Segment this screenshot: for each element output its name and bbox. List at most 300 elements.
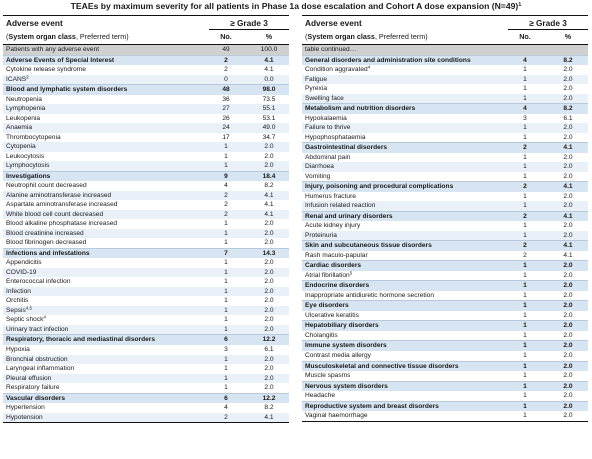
row-label [305, 231, 337, 241]
row-label [6, 277, 71, 287]
table-row [3, 413, 289, 423]
row-percent: 2.0 [563, 271, 573, 279]
table-row [3, 374, 289, 384]
header-organ-open: ( [305, 32, 308, 41]
row-percent: 2.0 [264, 259, 274, 267]
row-percent: 2.0 [264, 239, 274, 247]
row-count: 2 [224, 210, 228, 218]
row-percent: 2.0 [563, 402, 573, 410]
row-percent: 2.0 [563, 322, 573, 330]
row-label [6, 335, 155, 345]
table-row [3, 123, 289, 133]
row-label [305, 56, 471, 66]
row-label-text: ICANS [6, 75, 27, 83]
row-label [305, 94, 344, 104]
row-count: 1 [523, 291, 527, 299]
row-count: 1 [224, 259, 228, 267]
row-label [6, 85, 127, 95]
row-count: 4 [224, 404, 228, 412]
row-label [6, 287, 31, 297]
row-percent: 4.1 [264, 66, 274, 74]
summary-row [3, 45, 289, 55]
table-row [3, 364, 289, 374]
row-percent: 2.0 [563, 94, 573, 102]
table-row [3, 181, 289, 191]
row-label [305, 281, 369, 291]
row-label-text: White blood cell count decreased [6, 210, 104, 218]
row-label-text: Ulcerative keratitis [305, 311, 359, 319]
row-label [6, 114, 40, 124]
title-footnote: 1 [518, 2, 522, 8]
row-label-text: Endocrine disorders [305, 282, 370, 290]
row-label-text: Injury, poisoning and procedural complications [305, 183, 454, 191]
row-label-text: Blood fibrinogen decreased [6, 239, 87, 247]
row-label-text: Hypoxia [6, 345, 30, 353]
footnote-marker: 4 [367, 64, 371, 70]
header-pct: % [265, 32, 273, 41]
row-percent: 2.0 [264, 268, 274, 276]
table-row [3, 238, 289, 248]
table-row [3, 200, 289, 210]
row-percent: 8.2 [563, 105, 573, 113]
row-label-text: Leukocytosis [6, 152, 45, 160]
row-label-text: Reproductive system and breast disorders [305, 402, 439, 410]
row-label [6, 142, 36, 152]
row-label-text: Rash maculo-papular [305, 251, 368, 259]
row-label [305, 391, 335, 401]
row-count: 6 [224, 336, 228, 344]
row-label-text: Infusion related reaction [305, 202, 376, 210]
row-percent: 4.1 [264, 56, 274, 64]
section-row [302, 211, 588, 222]
table-row [302, 331, 588, 341]
table-row [3, 133, 289, 143]
row-percent: 2.0 [264, 229, 274, 237]
row-count: 17 [222, 133, 230, 141]
row-count: 2 [523, 212, 527, 220]
row-percent: 2.0 [563, 291, 573, 299]
row-percent: 6.1 [563, 114, 573, 122]
table-row [3, 95, 289, 105]
row-percent: 2.0 [563, 124, 573, 132]
row-label-text: Pyrexia [305, 85, 327, 93]
row-label [6, 413, 43, 423]
table-row [302, 291, 588, 301]
header-grade: ≥ Grade 3 [508, 18, 588, 30]
row-percent: 2.0 [563, 282, 573, 290]
row-count: 1 [523, 153, 527, 161]
row-label-text: Renal and urinary disorders [305, 212, 393, 220]
row-percent: 2.0 [563, 311, 573, 319]
table-row [302, 123, 588, 133]
row-label-text: Skin and subcutaneous tissue disorders [305, 242, 432, 250]
row-label [6, 268, 36, 278]
table-row [3, 142, 289, 152]
row-percent: 2.0 [563, 202, 573, 210]
row-label [305, 271, 352, 281]
row-label [305, 411, 368, 421]
row-percent: 2.0 [264, 374, 274, 382]
row-percent: 2.0 [264, 152, 274, 160]
row-label-text: Leukopenia [6, 114, 41, 122]
table-row [302, 192, 588, 202]
row-count: 1 [523, 331, 527, 339]
row-count: 1 [224, 287, 228, 295]
row-percent: 8.2 [264, 404, 274, 412]
header-organ-bold: System organ class [307, 32, 375, 41]
table-row [3, 296, 289, 306]
row-label-text: Neutropenia [6, 95, 42, 103]
row-label [305, 402, 439, 412]
row-count: 1 [523, 302, 527, 310]
section-row [302, 381, 588, 392]
row-percent: 2.0 [563, 133, 573, 141]
row-count: 1 [523, 202, 527, 210]
row-percent: 2.0 [264, 220, 274, 228]
row-label [6, 383, 60, 393]
row-label [305, 301, 349, 311]
header-organ-class [6, 32, 129, 41]
row-label-text: Acute kidney injury [305, 222, 361, 230]
header-organ-class [305, 32, 428, 41]
row-label-text: Thrombocytopenia [6, 133, 61, 141]
section-row [302, 260, 588, 271]
row-label-text: Patients with any adverse event [6, 46, 100, 53]
table-row [3, 114, 289, 124]
row-percent: 53.1 [262, 114, 276, 122]
row-label [6, 200, 117, 210]
table-row [3, 345, 289, 355]
row-count: 1 [224, 297, 228, 305]
row-count: 1 [224, 220, 228, 228]
row-label-text: Diarrhoea [305, 163, 334, 171]
row-count: 2 [224, 191, 228, 199]
row-percent: 2.0 [563, 262, 573, 270]
row-label [305, 382, 388, 392]
row-percent: 34.7 [262, 133, 276, 141]
section-row [302, 142, 588, 153]
row-label-text: Musculoskeletal and connective tissue disorders [305, 362, 459, 370]
row-label-text: Hypertension [6, 404, 45, 412]
row-label-text: table continued… [305, 46, 357, 53]
row-percent: 2.0 [264, 365, 274, 373]
row-label-text: Cardiac disorders [305, 262, 362, 270]
row-label-text: Aspartate aminotransferase increased [6, 201, 118, 209]
row-count: 1 [523, 392, 527, 400]
section-row [3, 84, 289, 95]
page-title [0, 1, 592, 12]
row-label [305, 114, 347, 124]
row-label [305, 212, 393, 222]
row-count: 1 [523, 311, 527, 319]
row-percent: 73.5 [262, 95, 276, 103]
row-percent: 2.0 [563, 342, 573, 350]
header-grade: ≥ Grade 3 [209, 18, 289, 30]
section-row [3, 55, 289, 66]
row-label [305, 153, 350, 163]
row-percent: 2.0 [563, 231, 573, 239]
row-percent: 4.1 [563, 212, 573, 220]
row-percent: 2.0 [563, 412, 573, 420]
section-row [302, 320, 588, 331]
table-body [3, 45, 289, 423]
row-count: 1 [523, 342, 527, 350]
row-count: 1 [523, 172, 527, 180]
row-label [305, 321, 379, 331]
row-count: 1 [523, 351, 527, 359]
row-count: 1 [523, 231, 527, 239]
row-percent: 4.1 [563, 251, 573, 259]
row-percent: 4.1 [264, 413, 274, 421]
section-row [302, 300, 588, 311]
footnote-marker: 4 [43, 314, 46, 320]
row-percent: 2.0 [264, 306, 274, 314]
row-count: 4 [523, 56, 527, 64]
row-count: 1 [523, 94, 527, 102]
table-row [3, 65, 289, 75]
table-row [3, 229, 289, 239]
row-count: 1 [224, 325, 228, 333]
section-row [302, 240, 588, 251]
row-percent: 14.3 [262, 249, 276, 257]
table-row [3, 277, 289, 287]
row-label [6, 374, 51, 384]
row-count: 3 [523, 114, 527, 122]
row-count: 1 [224, 268, 228, 276]
header-organ-rest: , Preferred term) [374, 32, 428, 41]
row-label-text: Investigations [6, 172, 51, 180]
row-label-text: Septic shock [6, 316, 44, 324]
row-label [6, 394, 65, 404]
row-label-text: Gastrointestinal disorders [305, 144, 388, 152]
row-label [6, 238, 86, 248]
row-count: 3 [224, 345, 228, 353]
table-row [3, 287, 289, 297]
row-count: 1 [523, 402, 527, 410]
section-row [3, 334, 289, 345]
table-row [3, 315, 289, 325]
header-pct: % [564, 32, 572, 41]
row-count: 7 [224, 249, 228, 257]
table-row [3, 355, 289, 365]
row-label [6, 325, 68, 335]
row-label-text: Blood and lymphatic system disorders [6, 86, 128, 94]
row-label-text: Cytopenia [6, 143, 36, 151]
table-row [3, 191, 289, 201]
row-percent: 49.0 [262, 124, 276, 132]
row-percent: 2.0 [563, 85, 573, 93]
row-percent: 2.0 [563, 172, 573, 180]
row-count: 1 [224, 143, 228, 151]
row-count: 1 [523, 322, 527, 330]
table-row [302, 75, 588, 85]
row-percent: 2.0 [563, 351, 573, 359]
row-count: 1 [523, 75, 527, 83]
row-label [6, 161, 49, 171]
row-count: 1 [224, 365, 228, 373]
row-label-text: Alanine aminotransferase increased [6, 191, 112, 199]
row-percent: 18.4 [262, 172, 276, 180]
table-row [302, 411, 588, 421]
table-row [302, 311, 588, 321]
row-count: 1 [523, 362, 527, 370]
row-label [305, 65, 370, 75]
row-percent: 0.0 [264, 75, 274, 83]
row-percent: 2.0 [563, 66, 573, 74]
row-label-text: Vascular disorders [6, 394, 66, 402]
section-row [3, 393, 289, 404]
row-percent: 2.0 [563, 153, 573, 161]
row-count: 2 [224, 56, 228, 64]
row-label [6, 355, 68, 365]
row-count: 24 [222, 124, 230, 132]
row-percent: 2.0 [264, 287, 274, 295]
row-count: 1 [523, 262, 527, 270]
row-label [6, 75, 29, 85]
row-label [6, 258, 42, 268]
row-percent: 4.1 [264, 201, 274, 209]
table-row [302, 153, 588, 163]
section-row [3, 248, 289, 259]
row-label [305, 192, 356, 202]
row-percent: 98.0 [262, 86, 276, 94]
table-row [3, 383, 289, 393]
row-percent: 55.1 [262, 105, 276, 113]
row-label-text: Headache [305, 392, 336, 400]
table-row [302, 133, 588, 143]
header-adverse-event: Adverse event [6, 18, 63, 28]
row-label [6, 172, 50, 182]
table-row [3, 152, 289, 162]
header-no: No. [220, 32, 232, 41]
row-label-text: Lymphocytosis [6, 162, 50, 170]
table-row [302, 391, 588, 401]
row-label-text: Infections and infestations [6, 249, 90, 257]
row-label [305, 362, 459, 372]
row-label [305, 143, 387, 153]
row-count: 1 [523, 372, 527, 380]
row-percent: 2.0 [563, 392, 573, 400]
row-count: 1 [523, 382, 527, 390]
table-row [302, 201, 588, 211]
row-count: 1 [523, 412, 527, 420]
row-count: 1 [523, 222, 527, 230]
row-percent: 4.1 [563, 144, 573, 152]
row-percent: 100.0 [260, 46, 278, 53]
row-percent: 2.0 [563, 192, 573, 200]
row-count: 1 [523, 192, 527, 200]
table-header [3, 15, 289, 45]
section-row [302, 280, 588, 291]
row-label-text: Infection [6, 287, 31, 295]
row-count: 1 [523, 133, 527, 141]
row-count: 2 [224, 413, 228, 421]
table-right [302, 15, 588, 422]
header-adverse-event: Adverse event [305, 18, 362, 28]
table-left [3, 15, 289, 423]
row-label [305, 331, 338, 341]
row-count: 1 [523, 282, 527, 290]
row-count: 1 [224, 278, 228, 286]
row-label [305, 341, 387, 351]
table-row [3, 210, 289, 220]
row-percent: 2.0 [563, 222, 573, 230]
row-label-text: Respiratory failure [6, 384, 60, 392]
section-row [302, 361, 588, 372]
row-count: 1 [224, 229, 228, 237]
section-row [302, 55, 588, 66]
table-row [3, 161, 289, 171]
row-label-text: Enterococcal infection [6, 278, 71, 286]
table-row [302, 271, 588, 281]
row-label-text: Laryngeal inflammation [6, 365, 75, 373]
section-row [302, 103, 588, 114]
row-label [6, 403, 45, 413]
row-label [6, 345, 30, 355]
row-percent: 2.0 [264, 316, 274, 324]
row-count: 2 [523, 183, 527, 191]
row-count: 48 [222, 86, 230, 94]
row-count: 4 [523, 105, 527, 113]
section-row [302, 401, 588, 412]
row-label [305, 84, 327, 94]
row-label-text: Contrast media allergy [305, 351, 371, 359]
row-count: 26 [222, 114, 230, 122]
row-label [305, 251, 368, 261]
row-label-text: Blood alkaline phosphatase increased [6, 220, 118, 228]
table-row [302, 172, 588, 182]
row-count: 36 [222, 95, 230, 103]
row-label [6, 56, 114, 66]
row-label-text: Atrial fibrillation [305, 271, 350, 279]
table-row [302, 84, 588, 94]
row-label [305, 104, 415, 114]
row-label-text: Nervous system disorders [305, 382, 388, 390]
row-percent: 2.0 [264, 325, 274, 333]
row-percent: 6.1 [264, 345, 274, 353]
row-percent: 4.1 [264, 191, 274, 199]
row-label-text: Eye disorders [305, 302, 349, 310]
row-label-text: Bronchial obstruction [6, 355, 68, 363]
table-row [302, 371, 588, 381]
row-label [305, 311, 359, 321]
row-percent: 2.0 [563, 331, 573, 339]
row-count: 1 [523, 163, 527, 171]
row-count: 1 [523, 85, 527, 93]
table-header [302, 15, 588, 45]
row-label-text: Vomiting [305, 172, 331, 180]
row-label-text: Proteinuria [305, 231, 337, 239]
row-label [305, 261, 361, 271]
row-count: 1 [224, 239, 228, 247]
row-count: 1 [224, 306, 228, 314]
row-count: 1 [523, 124, 527, 132]
row-percent: 2.0 [264, 297, 274, 305]
row-label [6, 219, 117, 229]
row-label-text: Inappropriate antidiuretic hormone secretion [305, 291, 435, 299]
row-label-text: Pleural effusion [6, 374, 52, 382]
row-percent: 2.0 [563, 372, 573, 380]
row-label-text: Hypokalaemia [305, 114, 347, 122]
row-label [6, 364, 74, 374]
row-label-text: Cholangitis [305, 331, 338, 339]
row-label [6, 229, 84, 239]
row-label [305, 221, 360, 231]
row-label [6, 210, 103, 220]
row-label [305, 241, 432, 251]
row-percent: 8.2 [264, 182, 274, 190]
row-percent: 12.2 [262, 394, 276, 402]
